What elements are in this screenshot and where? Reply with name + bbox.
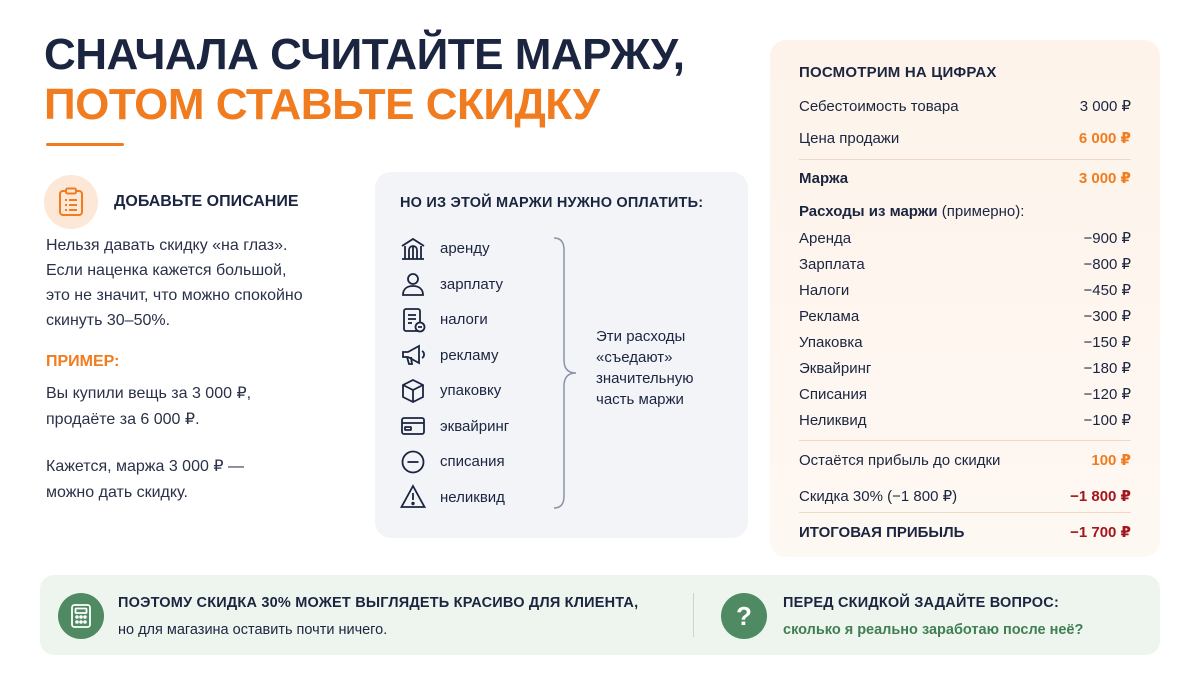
discount-label: Скидка 30% (−1 800 ₽): [799, 488, 958, 505]
annotation-line: Эти расходы: [596, 328, 686, 345]
list-item-label: аренду: [440, 240, 490, 258]
list-item-label: налоги: [440, 311, 488, 329]
conclusion-text: но для магазина оставить почти ничего.: [118, 622, 388, 638]
list-item: [398, 444, 548, 480]
expense-value: −450 ₽: [1083, 282, 1131, 299]
list-item: [398, 231, 548, 267]
bottom-banner: [40, 575, 1160, 655]
megaphone-icon: [398, 340, 428, 370]
card-icon: [398, 411, 428, 441]
list-item-label: упаковку: [440, 382, 502, 400]
list-item: [398, 480, 548, 516]
list-item: [398, 302, 548, 338]
question-text: сколько я реально заработаю после неё?: [783, 622, 1084, 638]
final-profit-label: ИТОГОВАЯ ПРИБЫЛЬ: [799, 523, 965, 541]
clipboard-icon: [44, 175, 98, 229]
conclusion-heading: ПОЭТОМУ СКИДКА 30% МОЖЕТ ВЫГЛЯДЕТЬ КРАСИВО ДЛЯ КЛИЕНТА,: [118, 595, 639, 611]
profit-value: 100 ₽: [1091, 452, 1131, 469]
question-heading: ПЕРЕД СКИДКОЙ ЗАДАЙТЕ ВОПРОС:: [783, 595, 1059, 611]
expense-label: Налоги: [799, 281, 850, 299]
page-title: [44, 30, 684, 130]
profit-row: [799, 451, 1131, 469]
minus-circle-icon: [398, 447, 428, 477]
expense-row: [799, 307, 1131, 325]
expense-value: −120 ₽: [1083, 386, 1131, 403]
list-item-label: неликвид: [440, 488, 505, 506]
banner-divider: [693, 593, 694, 637]
annotation-line: часть маржи: [596, 391, 684, 408]
expense-value: −900 ₽: [1083, 230, 1131, 247]
expense-label: Неликвид: [799, 411, 867, 429]
cost-value: 3 000 ₽: [1079, 98, 1131, 115]
divider: [799, 159, 1131, 160]
example-line: продаёте за 6 000 ₽.: [46, 411, 200, 428]
profit-label: Остаётся прибыль до скидки: [799, 451, 1001, 469]
expenses-heading-bold: Расходы из маржи: [799, 203, 938, 220]
price-value: 6 000 ₽: [1078, 130, 1131, 147]
curly-brace: [552, 236, 582, 510]
margin-value: 3 000 ₽: [1078, 170, 1131, 187]
list-item: [398, 338, 548, 374]
expense-row: [799, 359, 1131, 377]
discount-row: [799, 487, 1131, 505]
expenses-heading-rest: (примерно):: [937, 203, 1025, 220]
description-line: это не значит, что можно спокойно: [46, 287, 303, 304]
expense-label: Реклама: [799, 307, 860, 325]
list-item-label: списания: [440, 453, 505, 471]
building-icon: [398, 234, 428, 264]
title-underline: [46, 143, 124, 146]
list-item-label: рекламу: [440, 346, 499, 364]
description-text: [46, 233, 346, 333]
expense-value: −300 ₽: [1083, 308, 1131, 325]
expenses-heading: [799, 203, 1024, 220]
expense-label: Упаковка: [799, 333, 863, 351]
expense-label: Списания: [799, 385, 867, 403]
expense-row: [799, 333, 1131, 351]
expense-label: Зарплата: [799, 255, 865, 273]
annotation-line: значительную: [596, 370, 694, 387]
margin-label: Маржа: [799, 169, 849, 187]
expense-value: −800 ₽: [1083, 256, 1131, 273]
example-line: Кажется, маржа 3 000 ₽ —: [46, 458, 244, 475]
tax-document-icon: [398, 305, 428, 335]
calculator-icon: [58, 593, 104, 639]
expense-label: Аренда: [799, 229, 852, 247]
description-line: скинуть 30–50%.: [46, 312, 171, 329]
example-conclusion: [46, 454, 346, 506]
question-icon: ?: [721, 593, 767, 639]
expense-value: −150 ₽: [1083, 334, 1131, 351]
expense-row: [799, 411, 1131, 429]
list-item: [398, 373, 548, 409]
expense-row: [799, 385, 1131, 403]
annotation-line: «съедают»: [596, 349, 673, 366]
person-icon: [398, 269, 428, 299]
expense-value: −100 ₽: [1083, 412, 1131, 429]
discount-value: −1 800 ₽: [1070, 488, 1131, 505]
expense-value: −180 ₽: [1083, 360, 1131, 377]
box-icon: [398, 376, 428, 406]
list-item-label: зарплату: [440, 275, 503, 293]
expense-row: [799, 255, 1131, 273]
expenses-list: [398, 231, 548, 515]
list-item: [398, 409, 548, 445]
expenses-card-title: НО ИЗ ЭТОЙ МАРЖИ НУЖНО ОПЛАТИТЬ:: [400, 195, 704, 211]
brace-annotation: [596, 326, 736, 410]
final-profit-row: [799, 523, 1131, 541]
expense-row: [799, 281, 1131, 299]
margin-row: [799, 169, 1131, 187]
final-profit-value: −1 700 ₽: [1070, 524, 1131, 541]
price-row: [799, 129, 1131, 147]
title-line-1: СНАЧАЛА СЧИТАЙТЕ МАРЖУ,: [44, 30, 685, 79]
warning-icon: [398, 482, 428, 512]
price-label: Цена продажи: [799, 129, 900, 147]
section-title-description: ДОБАВЬТЕ ОПИСАНИЕ: [114, 193, 299, 210]
expense-row: [799, 229, 1131, 247]
divider: [799, 512, 1131, 513]
cost-label: Себестоимость товара: [799, 97, 959, 115]
example-text: [46, 381, 346, 433]
list-item: [398, 267, 548, 303]
title-line-2: ПОТОМ СТАВЬТЕ СКИДКУ: [44, 80, 600, 129]
divider: [799, 440, 1131, 441]
description-line: Нельзя давать скидку «на глаз».: [46, 237, 288, 254]
example-line: можно дать скидку.: [46, 484, 188, 501]
expense-label: Эквайринг: [799, 359, 872, 377]
list-item-label: эквайринг: [440, 417, 510, 435]
cost-row: [799, 97, 1131, 115]
example-line: Вы купили вещь за 3 000 ₽,: [46, 385, 252, 402]
numbers-card-title: ПОСМОТРИМ НА ЦИФРАХ: [799, 64, 997, 81]
description-line: Если наценка кажется большой,: [46, 262, 287, 279]
example-label: ПРИМЕР:: [46, 353, 120, 370]
